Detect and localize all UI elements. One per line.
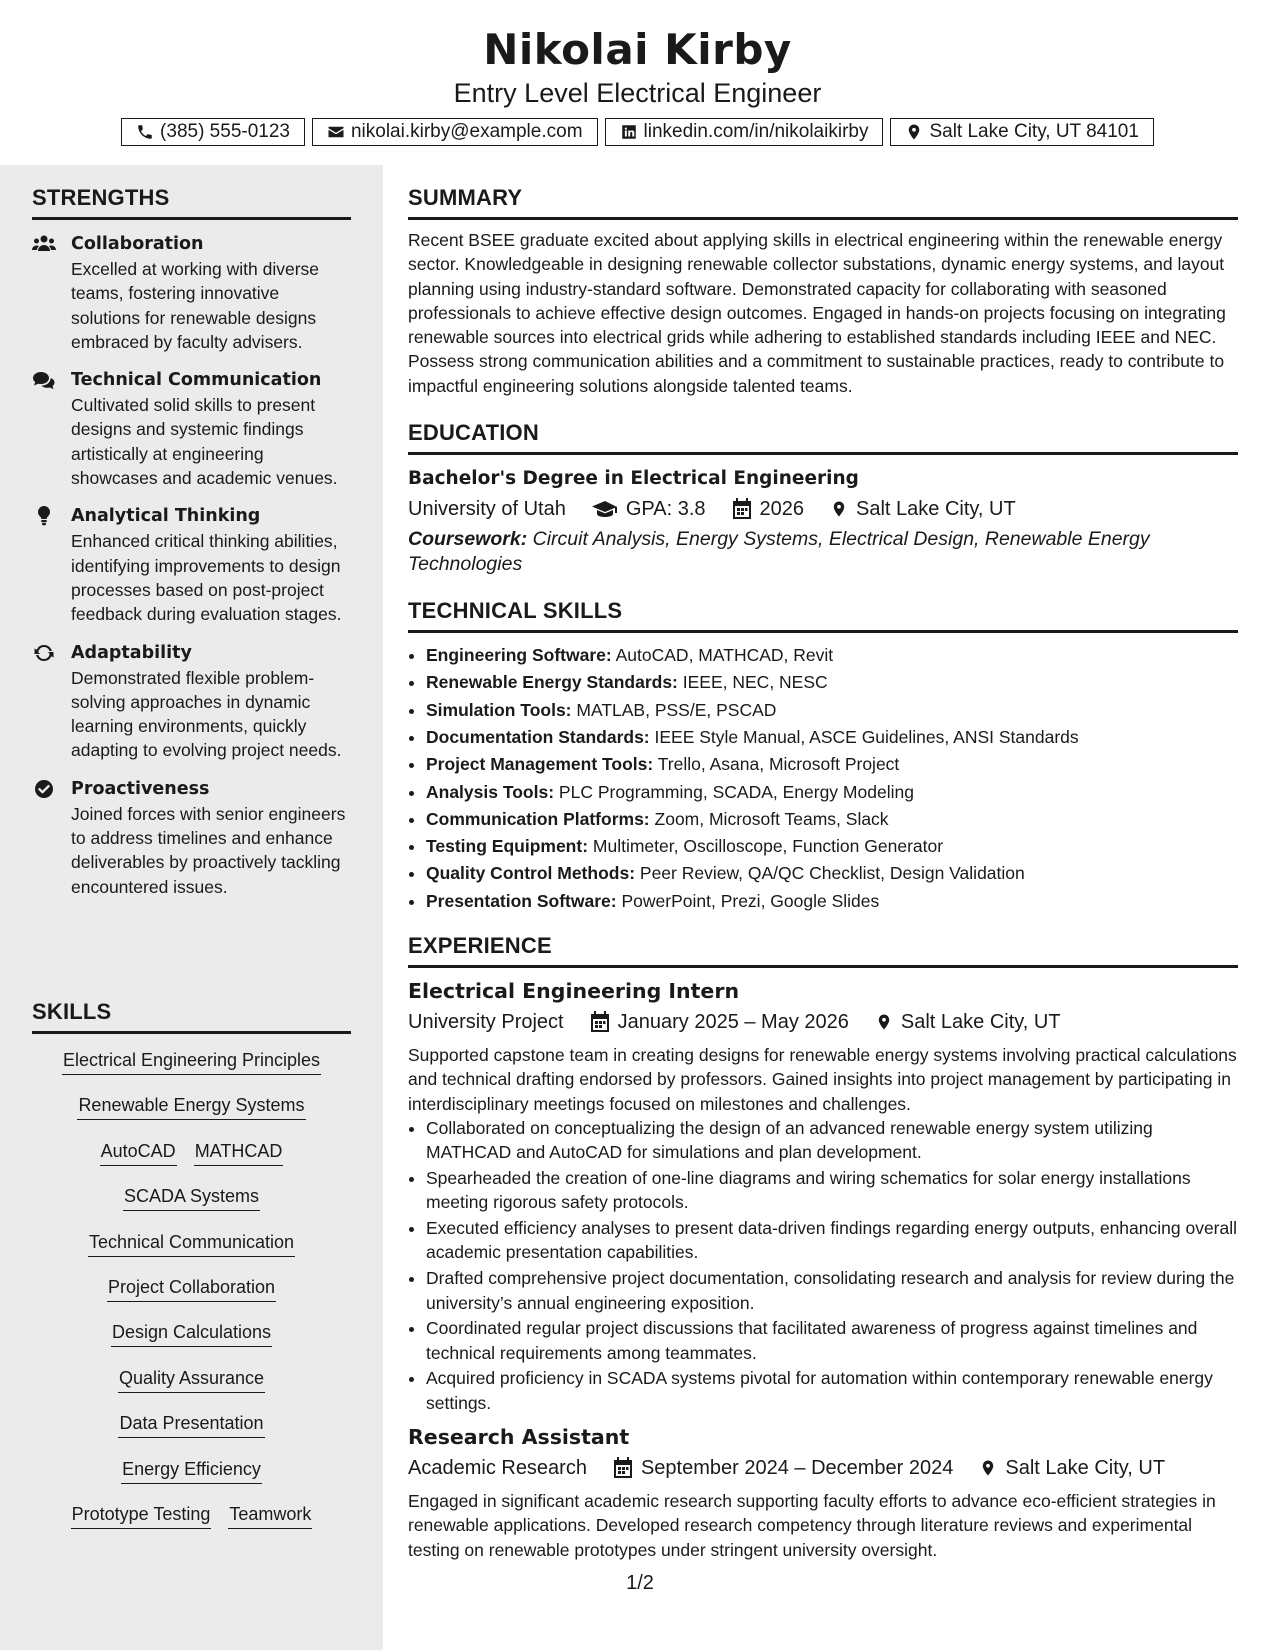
phone-icon	[136, 123, 154, 141]
calendar-icon	[590, 1011, 610, 1033]
list-item: • Coordinated regular project discussions that facilitated awareness of progress against timelines and technical requirements among teammates.	[426, 1316, 1238, 1365]
skill-category: Testing Equipment:	[426, 836, 589, 857]
section-divider	[408, 965, 1238, 968]
skill-row	[32, 1275, 351, 1320]
skill-values: PLC Programming, SCADA, Energy Modeling	[558, 781, 914, 802]
candidate-title: Entry Level Electrical Engineer	[453, 78, 822, 108]
section-divider	[408, 217, 1238, 220]
list-item	[426, 833, 1238, 860]
skill-values: MATLAB, PSS/E, PSCAD	[576, 699, 777, 720]
graduation-cap-icon	[592, 499, 618, 519]
job-org: University Project	[408, 1011, 564, 1034]
skill-tag: Technical Communication	[88, 1230, 295, 1257]
job-org: Academic Research	[408, 1457, 587, 1479]
list-item: • Collaborated on conceptualizing the design of an advanced renewable energy system utilizing MATHCAD and AutoCAD for simulations and plan development.	[426, 1116, 1238, 1165]
map-pin-icon	[830, 498, 848, 520]
strength-desc: Demonstrated flexible problem-solving approaches in dynamic learning environments, quickly adapting to evolving project needs.	[71, 667, 342, 761]
map-pin-icon	[875, 1011, 893, 1033]
skill-row	[32, 1502, 351, 1547]
map-pin-icon	[905, 123, 923, 141]
skills-list	[32, 1048, 351, 1547]
main-content	[408, 165, 1238, 1562]
section-divider	[408, 630, 1238, 633]
job-title: Research Assistant	[408, 1425, 630, 1449]
coursework-label: Coursework:	[408, 528, 528, 551]
job-description: Engaged in significant academic research supporting faculty efforts to advance eco-efficient strategies in renewable applications. Developed research competency through literature reviews and experimental testing on renewable prototypes under stringent university oversight.	[408, 1491, 1216, 1560]
contact-linkedin-text: linkedin.com/in/nikolaikirby	[643, 121, 869, 142]
list-item	[426, 724, 1238, 751]
refresh-icon	[32, 643, 56, 663]
technical-skills-heading: TECHNICAL SKILLS	[408, 598, 623, 624]
skill-category: Engineering Software:	[426, 645, 612, 666]
strength-title: Analytical Thinking	[71, 506, 261, 527]
skill-tag: Teamwork	[228, 1502, 312, 1529]
education-meta	[408, 494, 1238, 524]
contact-location[interactable]	[890, 118, 1153, 146]
experience-section	[408, 933, 1238, 1562]
technical-skills-section	[408, 598, 1238, 915]
coursework	[408, 527, 1238, 576]
skill-row	[32, 1320, 351, 1365]
skill-category: Quality Control Methods:	[426, 863, 636, 884]
contact-linkedin[interactable]	[605, 118, 884, 146]
skill-tag: AutoCAD	[100, 1139, 177, 1166]
strength-title: Proactiveness	[71, 778, 210, 799]
contact-email[interactable]	[312, 118, 598, 146]
section-divider	[32, 1031, 351, 1034]
skill-category: Renewable Energy Standards:	[426, 672, 678, 693]
strength-desc: Excelled at working with diverse teams, fostering innovative solutions for renewable designs embraced by faculty advisers.	[71, 259, 320, 352]
section-divider	[32, 217, 351, 220]
strength-desc: Cultivated solid skills to present designs and systemic findings artistically at engineering showcases and academic venues.	[71, 395, 338, 489]
contact-location-text: Salt Lake City, UT 84101	[929, 121, 1139, 142]
skill-values: IEEE Style Manual, ASCE Guidelines, ANSI Standards	[654, 726, 1079, 747]
skill-row	[32, 1230, 351, 1275]
skill-category: Project Management Tools:	[426, 754, 654, 775]
job-title: Electrical Engineering Intern	[408, 979, 740, 1004]
skill-row	[32, 1184, 351, 1229]
contact-phone-text: (385) 555-0123	[160, 121, 290, 142]
skill-tag: Energy Efficiency	[121, 1457, 262, 1484]
job-dates: September 2024 – December 2024	[640, 1457, 954, 1479]
job-location: Salt Lake City, UT	[1005, 1457, 1166, 1479]
users-icon	[32, 234, 56, 254]
graduation-year: 2026	[759, 498, 805, 521]
contact-email-text: nikolai.kirby@example.com	[350, 121, 583, 142]
job-entry	[408, 977, 1238, 1415]
education-section	[408, 420, 1238, 576]
skill-tag: Design Calculations	[111, 1320, 272, 1347]
skill-tag: Quality Assurance	[118, 1366, 265, 1393]
education-location: Salt Lake City, UT	[856, 498, 1016, 521]
lightbulb-icon	[32, 506, 56, 526]
list-item	[426, 806, 1238, 833]
list-item: • Acquired proficiency in SCADA systems pivotal for automation within contemporary renewable energy settings.	[426, 1366, 1238, 1415]
skill-row	[32, 1366, 351, 1411]
strength-title: Collaboration	[71, 234, 204, 254]
coursework-list: Circuit Analysis, Energy Systems, Electrical Design, Renewable Energy Technologies	[408, 528, 1150, 575]
strengths-section	[32, 185, 351, 899]
list-item: • Executed efficiency analyses to present data-driven findings regarding energy outputs, enhancing overall academic presentation capabilities.	[426, 1216, 1238, 1265]
skill-category: Analysis Tools:	[426, 781, 555, 802]
experience-heading: EXPERIENCE	[408, 933, 552, 959]
skill-values: AutoCAD, MATHCAD, Revit	[615, 645, 834, 666]
list-item	[426, 697, 1238, 724]
list-item	[426, 860, 1238, 887]
list-item	[426, 888, 1238, 915]
degree-title: Bachelor's Degree in Electrical Engineering	[408, 468, 859, 490]
skill-values: Trello, Asana, Microsoft Project	[657, 754, 900, 775]
skill-row	[32, 1457, 351, 1502]
resume-header	[0, 0, 1275, 165]
strength-item	[32, 641, 351, 763]
list-item: • Drafted comprehensive project documentation, consolidating research and analysis for review during the university’s annual engineering exposition.	[426, 1266, 1238, 1315]
skills-heading: SKILLS	[32, 999, 112, 1024]
list-item: • Spearheaded the creation of one-line diagrams and wiring schematics for solar energy installations meeting rigorous safety protocols.	[426, 1166, 1238, 1215]
skill-tag: Project Collaboration	[107, 1275, 276, 1302]
gpa: GPA: 3.8	[625, 498, 706, 521]
job-meta	[408, 1453, 1238, 1483]
strength-title: Adaptability	[71, 642, 192, 663]
contact-phone[interactable]	[121, 118, 305, 146]
school-name: University of Utah	[408, 498, 566, 521]
envelope-icon	[327, 123, 345, 141]
skill-tag: MATHCAD	[194, 1139, 284, 1166]
strength-item	[32, 368, 351, 490]
skill-row	[32, 1048, 351, 1093]
skill-row	[32, 1411, 351, 1456]
skill-tag: SCADA Systems	[123, 1184, 260, 1211]
comments-icon	[32, 370, 56, 390]
linkedin-icon	[620, 123, 638, 141]
skill-values: Multimeter, Oscilloscope, Function Generator	[592, 836, 944, 857]
skill-values: IEEE, NEC, NESC	[682, 672, 828, 693]
skill-row	[32, 1093, 351, 1138]
skill-tag: Electrical Engineering Principles	[62, 1048, 321, 1075]
strength-desc: Enhanced critical thinking abilities, identifying improvements to design processes based on post-project feedback during evaluation stages.	[71, 531, 342, 625]
map-pin-icon	[979, 1457, 997, 1479]
job-meta	[408, 1007, 1238, 1037]
list-item	[426, 751, 1238, 778]
skill-values: Peer Review, QA/QC Checklist, Design Validation	[639, 863, 1025, 884]
strength-item	[32, 232, 351, 354]
skill-category: Simulation Tools:	[426, 699, 572, 720]
job-bullets	[408, 1116, 1238, 1415]
strength-title: Technical Communication	[71, 370, 322, 391]
strength-item	[32, 504, 351, 626]
job-location: Salt Lake City, UT	[900, 1011, 1061, 1034]
strength-desc: Joined forces with senior engineers to address timelines and enhance deliverables by proactively tackling encountered issues.	[71, 803, 346, 897]
skill-values: PowerPoint, Prezi, Google Slides	[621, 890, 880, 911]
list-item	[426, 779, 1238, 806]
job-description: Supported capstone team in creating designs for renewable energy systems involving practical calculations and technical drafting endorsed by professors. Gained insights into project management by participating in interdisciplinary meetings focused on milestones and challenges.	[408, 1045, 1237, 1114]
section-divider	[408, 452, 1238, 455]
skill-row	[32, 1139, 351, 1184]
summary-text: Recent BSEE graduate excited about applying skills in electrical engineering within the renewable energy sector. Knowledgeable in designing renewable collector substations, dynamic energy systems, and layout planning using industry-standard software. Demonstrated capacity for collaborating with seasoned professionals to achieve effective design outcomes. Engaged in hands-on projects focusing on integrating renewable sources into electrical grids while adhering to established standards including IEEE and NEC. Possess strong communication abilities and a commitment to sustainable practices, ready to contribute to impactful engineering solutions alongside talented teams.	[408, 230, 1226, 396]
skill-tag: Data Presentation	[118, 1411, 264, 1438]
strengths-heading: STRENGTHS	[32, 185, 170, 210]
list-item	[426, 669, 1238, 696]
calendar-icon	[732, 498, 752, 520]
skill-values: Zoom, Microsoft Teams, Slack	[654, 808, 889, 829]
skill-tag: Renewable Energy Systems	[77, 1093, 305, 1120]
list-item	[426, 642, 1238, 669]
skill-tag: Prototype Testing	[71, 1502, 212, 1529]
sidebar	[0, 165, 383, 1650]
candidate-name: Nikolai Kirby	[483, 25, 792, 74]
job-dates: January 2025 – May 2026	[617, 1011, 849, 1034]
skills-section	[32, 999, 351, 1547]
skill-category: Presentation Software:	[426, 890, 617, 911]
contact-bar	[0, 118, 1275, 146]
summary-heading: SUMMARY	[408, 185, 523, 210]
skill-category: Communication Platforms:	[426, 808, 650, 829]
skill-category: Documentation Standards:	[426, 726, 650, 747]
strength-item	[32, 777, 351, 899]
page-number: 1/2	[626, 1572, 654, 1594]
check-circle-icon	[32, 779, 56, 799]
job-entry	[408, 1423, 1238, 1562]
technical-skills-list	[408, 642, 1238, 915]
education-heading: EDUCATION	[408, 420, 539, 446]
calendar-icon	[613, 1457, 633, 1479]
summary-section	[408, 185, 1238, 398]
